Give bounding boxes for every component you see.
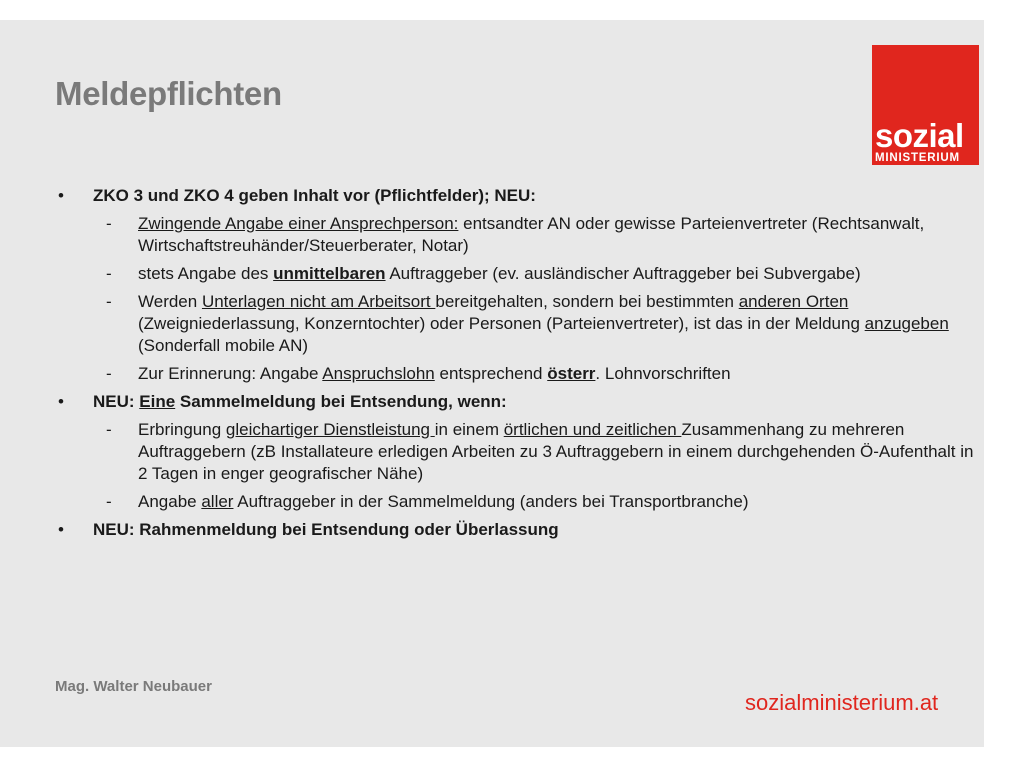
dash-marker: - (106, 364, 112, 383)
text-run: anderen Orten (738, 292, 849, 311)
text-run: unmittelbaren (273, 264, 386, 283)
bullet-2 (55, 391, 975, 413)
dash-marker: - (106, 292, 112, 311)
text-run: Werden (138, 292, 202, 311)
text-run: Angabe (138, 492, 202, 511)
text-run: in einem (434, 420, 504, 439)
bullet-marker: • (58, 520, 64, 539)
logo-subword: MINISTERIUM (875, 152, 960, 164)
text-run: Unterlagen nicht am Arbeitsort (201, 292, 436, 311)
text-run: . Lohnvorschriften (595, 364, 731, 383)
text-run: NEU: (93, 392, 140, 411)
text-run: gleichartiger Dienstleistung (225, 420, 435, 439)
sozialministerium-logo (872, 45, 979, 165)
text-run: Sammelmeldung bei Entsendung, wenn: (175, 392, 507, 411)
text-run: Auftraggeber in der Sammelmeldung (anders bei Transportbranche) (233, 492, 749, 511)
footer-website: sozialministerium.at (745, 690, 939, 715)
text-run: österr (547, 364, 596, 383)
text-run: Zusammenhang zu mehreren Auftraggebern (zB Installateure erledigen Arbeiten zu 3 Auftraggebern in einem durchgehenden Ö-Aufenthalt in 2 Tagen in enger geografischer Nähe) (138, 420, 974, 483)
slide-title: Meldepflichten (55, 75, 282, 112)
text-run: Auftraggeber (ev. ausländischer Auftraggeber bei Subvergabe) (385, 264, 861, 283)
dash-marker: - (106, 214, 112, 233)
text-run: stets Angabe des (138, 264, 274, 283)
text-run: anzugeben (864, 314, 949, 333)
dash-marker: - (106, 420, 112, 439)
text-run: Zur Erinnerung: Angabe (138, 364, 323, 383)
sub-bullet-2 (55, 263, 975, 285)
sub-bullet-3 (55, 291, 975, 357)
bullet-3-text: NEU: Rahmenmeldung bei Entsendung oder Überlassung (93, 520, 559, 539)
text-run: Anspruchslohn (322, 364, 435, 383)
dash-marker: - (106, 492, 112, 511)
text-run: Erbringung (138, 420, 226, 439)
text-run: entsandter AN oder gewisse Parteienvertreter (Rechtsanwalt, Wirtschaftstreuhänder/Steuerberater, Notar) (138, 214, 925, 255)
sub-bullet-6 (55, 491, 975, 513)
sub-bullet-5 (55, 419, 975, 485)
text-run: örtlichen und zeitlichen (503, 420, 682, 439)
text-run: (Sonderfall mobile AN) (138, 336, 309, 355)
text-run: Eine (139, 392, 176, 411)
bullet-1 (55, 185, 975, 207)
text-run: entsprechend (434, 364, 548, 383)
text-run: aller (201, 492, 234, 511)
dash-marker: - (106, 264, 112, 283)
logo-word: sozial (875, 117, 964, 154)
text-run: (Zweigniederlassung, Konzerntochter) oder Personen (Parteienvertreter), ist das in der Meldung (138, 314, 865, 333)
bullet-marker: • (58, 186, 64, 205)
bullet-marker: • (58, 392, 64, 411)
bullet-3 (55, 519, 975, 541)
sub-bullet-4 (55, 363, 975, 385)
slide-content (55, 185, 975, 547)
text-run: Zwingende Angabe einer Ansprechperson: (138, 214, 459, 233)
footer-author: Mag. Walter Neubauer (55, 678, 212, 695)
text-run: bereitgehalten, sondern bei bestimmten (435, 292, 739, 311)
sub-bullet-1 (55, 213, 975, 257)
bullet-1-text: ZKO 3 und ZKO 4 geben Inhalt vor (Pflichtfelder); NEU: (93, 186, 536, 205)
